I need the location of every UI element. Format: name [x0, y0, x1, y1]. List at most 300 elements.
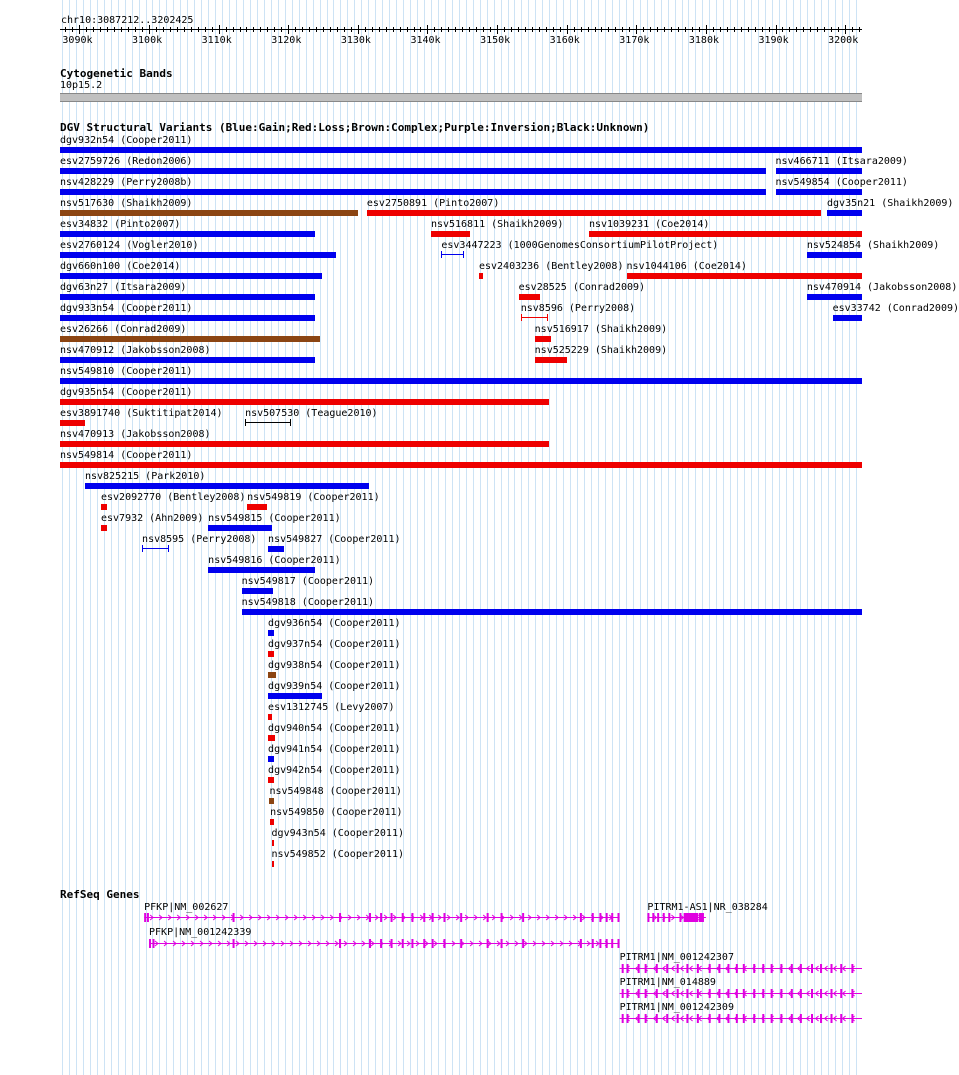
- dgv-variant-label: esv2092770 (Bentley2008): [100, 492, 246, 503]
- dgv-variant-label: nsv549817 (Cooper2011): [241, 576, 375, 587]
- strand-chevron: [671, 915, 674, 920]
- dgv-variant-bar[interactable]: [272, 861, 274, 867]
- strand-chevron: [681, 966, 684, 971]
- dgv-variant-bar[interactable]: [535, 336, 552, 342]
- strand-chevron: [371, 941, 374, 946]
- dgv-variant-label: dgv936n54 (Cooper2011): [268, 618, 401, 629]
- strand-chevron: [177, 915, 180, 920]
- strand-chevron: [537, 915, 540, 920]
- strand-chevron: [690, 966, 693, 971]
- strand-chevron: [569, 941, 572, 946]
- gene-exon: [762, 989, 764, 998]
- gene-exon: [697, 989, 699, 998]
- dgv-variant-bar[interactable]: [268, 735, 275, 741]
- dgv-variant-bar[interactable]: [431, 231, 470, 237]
- strand-chevron: [159, 915, 162, 920]
- dgv-variant-bar[interactable]: [242, 609, 862, 615]
- gene-exon: [736, 964, 738, 973]
- dgv-variant-label: nsv549814 (Cooper2011): [60, 450, 193, 461]
- strand-chevron: [267, 915, 270, 920]
- strand-chevron: [771, 966, 774, 971]
- dgv-variant-cap: [142, 545, 143, 552]
- gene-exon: [147, 913, 149, 922]
- strand-chevron: [470, 941, 473, 946]
- strand-chevron: [326, 941, 329, 946]
- strand-chevron: [362, 941, 365, 946]
- strand-chevron: [735, 966, 738, 971]
- dgv-variant-bar[interactable]: [535, 357, 567, 363]
- dgv-variant-label: esv34832 (Pinto2007): [60, 219, 181, 230]
- gene-exon: [339, 939, 341, 948]
- dgv-variant-label: dgv63n27 (Itsara2009): [60, 282, 187, 293]
- cytoband-bar[interactable]: [60, 93, 862, 102]
- strand-chevron: [510, 915, 513, 920]
- dgv-variant-bar[interactable]: [521, 317, 548, 318]
- gene-model[interactable]: [149, 939, 620, 948]
- strand-chevron: [443, 941, 446, 946]
- strand-chevron: [222, 915, 225, 920]
- gene-exon: [592, 939, 594, 948]
- gene-exon: [791, 989, 793, 998]
- gene-exon: [736, 1014, 738, 1023]
- strand-chevron: [420, 915, 423, 920]
- dgv-variant-label: nsv507530 (Teague2010): [245, 408, 378, 419]
- strand-chevron: [560, 941, 563, 946]
- strand-chevron: [780, 1016, 783, 1021]
- ruler-tick-label: 3100k: [132, 35, 163, 46]
- dgv-variant-bar[interactable]: [60, 231, 315, 237]
- strand-chevron: [717, 991, 720, 996]
- dgv-variant-label: nsv1044106 (Coe2014): [626, 261, 747, 272]
- strand-chevron: [816, 991, 819, 996]
- strand-chevron: [240, 915, 243, 920]
- strand-chevron: [281, 941, 284, 946]
- dgv-variant-bar[interactable]: [272, 840, 274, 846]
- gene-exon: [599, 939, 601, 948]
- strand-chevron: [582, 915, 585, 920]
- ruler-tick-label: 3150k: [480, 35, 511, 46]
- gene-exon: [743, 989, 745, 998]
- dgv-variant-label: esv7932 (Ahn2009): [100, 513, 204, 524]
- strand-chevron: [762, 991, 765, 996]
- dgv-variant-bar[interactable]: [60, 210, 358, 216]
- gene-exon: [617, 939, 619, 948]
- gene-exon: [851, 1014, 853, 1023]
- strand-chevron: [461, 941, 464, 946]
- dgv-variant-label: esv2760124 (Vogler2010): [60, 240, 199, 251]
- strand-chevron: [344, 941, 347, 946]
- dgv-variant-label: nsv549854 (Cooper2011): [775, 177, 908, 188]
- dgv-variant-cap: [521, 314, 522, 321]
- gene-exon: [501, 939, 503, 948]
- strand-chevron: [780, 991, 783, 996]
- gene-exon: [645, 1014, 647, 1023]
- gene-exon: [580, 913, 582, 922]
- strand-chevron: [573, 915, 576, 920]
- gene-exon: [622, 1014, 624, 1023]
- dgv-variant-label: esv3891740 (Suktitipat2014): [60, 408, 223, 419]
- dgv-variant-bar[interactable]: [142, 548, 169, 549]
- dgv-variant-bar[interactable]: [776, 168, 862, 174]
- gene-exon: [677, 1014, 679, 1023]
- gene-exon: [677, 989, 679, 998]
- dgv-variant-bar[interactable]: [833, 315, 862, 321]
- dgv-variant-bar[interactable]: [589, 231, 862, 237]
- gene-exon: [656, 964, 658, 973]
- dgv-variant-label: dgv35n21 (Shaikh2009): [827, 198, 954, 209]
- gene-exon: [391, 939, 393, 948]
- dgv-variant-label: esv1312745 (Levy2007): [268, 702, 395, 713]
- ruler-tick-label: 3180k: [688, 35, 719, 46]
- dgv-variant-bar[interactable]: [627, 273, 862, 279]
- strand-chevron: [843, 1016, 846, 1021]
- gene-exon: [460, 939, 462, 948]
- strand-chevron: [798, 991, 801, 996]
- strand-chevron: [389, 941, 392, 946]
- gene-exon: [718, 1014, 720, 1023]
- gene-exon: [831, 1014, 833, 1023]
- gene-exon: [780, 1014, 782, 1023]
- strand-chevron: [596, 941, 599, 946]
- strand-chevron: [213, 915, 216, 920]
- gene-model[interactable]: [647, 913, 705, 922]
- dgv-variant-label: nsv549816 (Cooper2011): [208, 555, 341, 566]
- gene-exon: [811, 964, 813, 973]
- strand-chevron: [425, 941, 428, 946]
- strand-chevron: [227, 941, 230, 946]
- strand-chevron: [515, 941, 518, 946]
- strand-chevron: [753, 1016, 756, 1021]
- strand-chevron: [290, 941, 293, 946]
- dgv-variant-bar[interactable]: [367, 210, 822, 216]
- strand-chevron: [555, 915, 558, 920]
- gene-exon: [718, 989, 720, 998]
- gene-exon: [771, 1014, 773, 1023]
- dgv-variant-label: nsv825215 (Park2010): [84, 471, 206, 482]
- dgv-variant-bar[interactable]: [85, 483, 369, 489]
- strand-chevron: [780, 966, 783, 971]
- gene-exon: [666, 964, 668, 973]
- gene-exon: [743, 964, 745, 973]
- strand-chevron: [843, 966, 846, 971]
- strand-chevron: [735, 1016, 738, 1021]
- strand-chevron: [173, 941, 176, 946]
- gene-exon: [423, 913, 425, 922]
- strand-chevron: [662, 915, 665, 920]
- dgv-variant-bar[interactable]: [60, 147, 862, 153]
- strand-chevron: [744, 966, 747, 971]
- gene-exon: [657, 913, 659, 922]
- gene-exon: [599, 913, 601, 922]
- strand-chevron: [689, 915, 692, 920]
- strand-chevron: [654, 966, 657, 971]
- strand-chevron: [380, 941, 383, 946]
- strand-chevron: [789, 966, 792, 971]
- ruler-tick-label: 3160k: [549, 35, 580, 46]
- gene-exon: [487, 913, 489, 922]
- strand-chevron: [753, 966, 756, 971]
- ruler-tick-label: 3140k: [410, 35, 441, 46]
- strand-chevron: [680, 915, 683, 920]
- gene-exon: [851, 989, 853, 998]
- strand-chevron: [717, 966, 720, 971]
- dgv-variant-bar[interactable]: [268, 714, 272, 720]
- gene-exon: [811, 989, 813, 998]
- gene-exon: [380, 913, 382, 922]
- gene-exon: [432, 939, 434, 948]
- strand-chevron: [735, 991, 738, 996]
- dgv-variant-bar[interactable]: [807, 252, 862, 258]
- gene-exon: [443, 913, 445, 922]
- dgv-variant-label: esv2759726 (Redon2006): [60, 156, 193, 167]
- strand-chevron: [474, 915, 477, 920]
- strand-chevron: [375, 915, 378, 920]
- dgv-variant-bar[interactable]: [827, 210, 862, 216]
- dgv-variant-bar[interactable]: [60, 273, 322, 279]
- gene-exon: [686, 964, 688, 973]
- gene-exon: [638, 989, 640, 998]
- gene-exon: [831, 989, 833, 998]
- strand-chevron: [852, 991, 855, 996]
- strand-chevron: [654, 991, 657, 996]
- strand-chevron: [195, 915, 198, 920]
- gene-exon: [487, 939, 489, 948]
- dgv-variant-bar[interactable]: [60, 252, 336, 258]
- dgv-variant-label: dgv660n100 (Coe2014): [60, 261, 181, 272]
- dgv-variant-label: nsv549810 (Cooper2011): [60, 366, 193, 377]
- dgv-variant-bar[interactable]: [60, 441, 549, 447]
- gene-model[interactable]: [620, 964, 862, 973]
- strand-chevron: [317, 941, 320, 946]
- strand-chevron: [762, 966, 765, 971]
- strand-chevron: [204, 915, 207, 920]
- strand-chevron: [218, 941, 221, 946]
- gene-exon: [771, 989, 773, 998]
- strand-chevron: [276, 915, 279, 920]
- dgv-variant-label: nsv470912 (Jakobsson2008): [60, 345, 211, 356]
- gene-exon: [686, 989, 688, 998]
- strand-chevron: [591, 915, 594, 920]
- dgv-track-title: DGV Structural Variants (Blue:Gain;Red:Loss;Brown:Complex;Purple:Inversion;Black:Unknown): [60, 121, 650, 134]
- gene-exon: [753, 1014, 755, 1023]
- strand-chevron: [798, 1016, 801, 1021]
- refseq-track-title: RefSeq Genes: [60, 888, 140, 901]
- gene-exon: [152, 939, 154, 948]
- strand-chevron: [834, 966, 837, 971]
- strand-chevron: [762, 1016, 765, 1021]
- dgv-variant-bar[interactable]: [270, 819, 273, 825]
- strand-chevron: [528, 915, 531, 920]
- dgv-variant-bar[interactable]: [60, 357, 315, 363]
- dgv-variant-bar[interactable]: [268, 546, 284, 552]
- strand-chevron: [488, 941, 491, 946]
- dgv-variant-label: nsv549815 (Cooper2011): [208, 513, 341, 524]
- gene-model[interactable]: [620, 1014, 862, 1023]
- strand-chevron: [497, 941, 500, 946]
- dgv-variant-bar[interactable]: [60, 399, 549, 405]
- strand-chevron: [834, 991, 837, 996]
- gene-exon: [652, 913, 654, 922]
- gene-exon: [820, 964, 822, 973]
- dgv-variant-bar[interactable]: [268, 777, 274, 783]
- strand-chevron: [852, 1016, 855, 1021]
- strand-chevron: [186, 915, 189, 920]
- ruler-tick-label: 3190k: [758, 35, 789, 46]
- dgv-variant-label: dgv932n54 (Cooper2011): [60, 135, 193, 146]
- gene-exon: [522, 913, 524, 922]
- gene-exon: [663, 913, 665, 922]
- strand-chevron: [429, 915, 432, 920]
- strand-chevron: [789, 991, 792, 996]
- strand-chevron: [825, 991, 828, 996]
- strand-chevron: [627, 1016, 630, 1021]
- dgv-variant-bar[interactable]: [60, 294, 315, 300]
- dgv-variant-bar[interactable]: [60, 315, 315, 321]
- gene-exon: [606, 939, 608, 948]
- dgv-variant-label: dgv940n54 (Cooper2011): [268, 723, 401, 734]
- strand-chevron: [699, 1016, 702, 1021]
- gene-exon: [831, 964, 833, 973]
- gene-exon: [656, 1014, 658, 1023]
- dgv-variant-bar[interactable]: [268, 630, 274, 636]
- strand-chevron: [816, 1016, 819, 1021]
- gene-exon: [800, 964, 802, 973]
- gene-exon: [423, 939, 425, 948]
- dgv-variant-bar[interactable]: [269, 798, 273, 804]
- gene-exon: [501, 913, 503, 922]
- gene-exon: [339, 913, 341, 922]
- gene-exon: [666, 989, 668, 998]
- dgv-variant-bar[interactable]: [242, 588, 273, 594]
- dgv-variant-bar[interactable]: [101, 525, 107, 531]
- strand-chevron: [231, 915, 234, 920]
- gene-label: PITRM1|NM_014889: [619, 977, 716, 988]
- strand-chevron: [627, 991, 630, 996]
- gene-exon: [645, 964, 647, 973]
- dgv-variant-bar[interactable]: [60, 336, 320, 342]
- gene-exon: [627, 964, 629, 973]
- gene-exon: [791, 1014, 793, 1023]
- dgv-variant-bar[interactable]: [208, 567, 315, 573]
- gene-exon: [820, 1014, 822, 1023]
- gene-exon: [762, 964, 764, 973]
- gene-exon: [443, 939, 445, 948]
- gene-label: PITRM1|NM_001242307: [619, 952, 734, 963]
- dgv-variant-bar[interactable]: [268, 672, 276, 678]
- ruler-tick-label: 3090k: [62, 35, 93, 46]
- dgv-variant-label: dgv943n54 (Cooper2011): [271, 828, 404, 839]
- gene-exon: [736, 989, 738, 998]
- strand-chevron: [209, 941, 212, 946]
- gene-exon: [233, 913, 235, 922]
- strand-chevron: [690, 1016, 693, 1021]
- gene-exon: [580, 939, 582, 948]
- strand-chevron: [524, 941, 527, 946]
- dgv-variant-bar[interactable]: [807, 294, 862, 300]
- strand-chevron: [501, 915, 504, 920]
- gene-exon: [622, 964, 624, 973]
- strand-chevron: [600, 915, 603, 920]
- strand-chevron: [407, 941, 410, 946]
- strand-chevron: [519, 915, 522, 920]
- strand-chevron: [672, 966, 675, 971]
- dgv-variant-bar[interactable]: [441, 254, 464, 255]
- dgv-variant-bar[interactable]: [519, 294, 540, 300]
- strand-chevron: [384, 915, 387, 920]
- dgv-variant-bar[interactable]: [101, 504, 107, 510]
- gene-exon: [369, 939, 371, 948]
- gene-exon: [780, 989, 782, 998]
- gene-exon: [611, 939, 613, 948]
- strand-chevron: [456, 915, 459, 920]
- dgv-variant-bar[interactable]: [268, 756, 274, 762]
- strand-chevron: [339, 915, 342, 920]
- gene-exon: [592, 913, 594, 922]
- gene-exon: [685, 913, 690, 922]
- strand-chevron: [663, 1016, 666, 1021]
- position-label: chr10:3087212..3202425: [61, 15, 194, 26]
- strand-chevron: [348, 915, 351, 920]
- strand-chevron: [726, 1016, 729, 1021]
- gene-exon: [800, 989, 802, 998]
- dgv-variant-bar[interactable]: [247, 504, 266, 510]
- strand-chevron: [483, 915, 486, 920]
- dgv-variant-bar[interactable]: [60, 189, 766, 195]
- dgv-variant-bar[interactable]: [776, 189, 862, 195]
- strand-chevron: [690, 991, 693, 996]
- strand-chevron: [708, 966, 711, 971]
- dgv-variant-bar[interactable]: [60, 168, 766, 174]
- strand-chevron: [312, 915, 315, 920]
- gene-model[interactable]: [144, 913, 619, 922]
- dgv-variant-bar[interactable]: [245, 422, 291, 423]
- strand-chevron: [506, 941, 509, 946]
- dgv-variant-bar[interactable]: [479, 273, 483, 279]
- gene-exon: [391, 913, 393, 922]
- strand-chevron: [447, 915, 450, 920]
- dgv-variant-bar[interactable]: [60, 378, 862, 384]
- gene-exon: [627, 1014, 629, 1023]
- strand-chevron: [164, 941, 167, 946]
- strand-chevron: [294, 915, 297, 920]
- dgv-variant-label: nsv466711 (Itsara2009): [775, 156, 908, 167]
- gene-model[interactable]: [620, 989, 862, 998]
- strand-chevron: [303, 915, 306, 920]
- dgv-variant-cap: [168, 545, 169, 552]
- gene-exon: [522, 939, 524, 948]
- strand-chevron: [726, 966, 729, 971]
- gene-exon: [656, 989, 658, 998]
- strand-chevron: [636, 966, 639, 971]
- dgv-variant-cap: [463, 251, 464, 258]
- strand-chevron: [272, 941, 275, 946]
- dgv-variant-bar[interactable]: [60, 462, 862, 468]
- strand-chevron: [366, 915, 369, 920]
- dgv-variant-bar[interactable]: [268, 693, 322, 699]
- strand-chevron: [587, 941, 590, 946]
- dgv-variant-bar[interactable]: [208, 525, 271, 531]
- strand-chevron: [645, 966, 648, 971]
- dgv-variant-bar[interactable]: [268, 651, 274, 657]
- strand-chevron: [663, 991, 666, 996]
- ruler-tick-label: 3120k: [271, 35, 302, 46]
- dgv-variant-bar[interactable]: [60, 420, 85, 426]
- strand-chevron: [654, 1016, 657, 1021]
- gene-exon: [668, 913, 670, 922]
- dgv-variant-label: esv3447223 (1000GenomesConsortiumPilotProject): [441, 240, 719, 251]
- strand-chevron: [744, 1016, 747, 1021]
- strand-chevron: [744, 991, 747, 996]
